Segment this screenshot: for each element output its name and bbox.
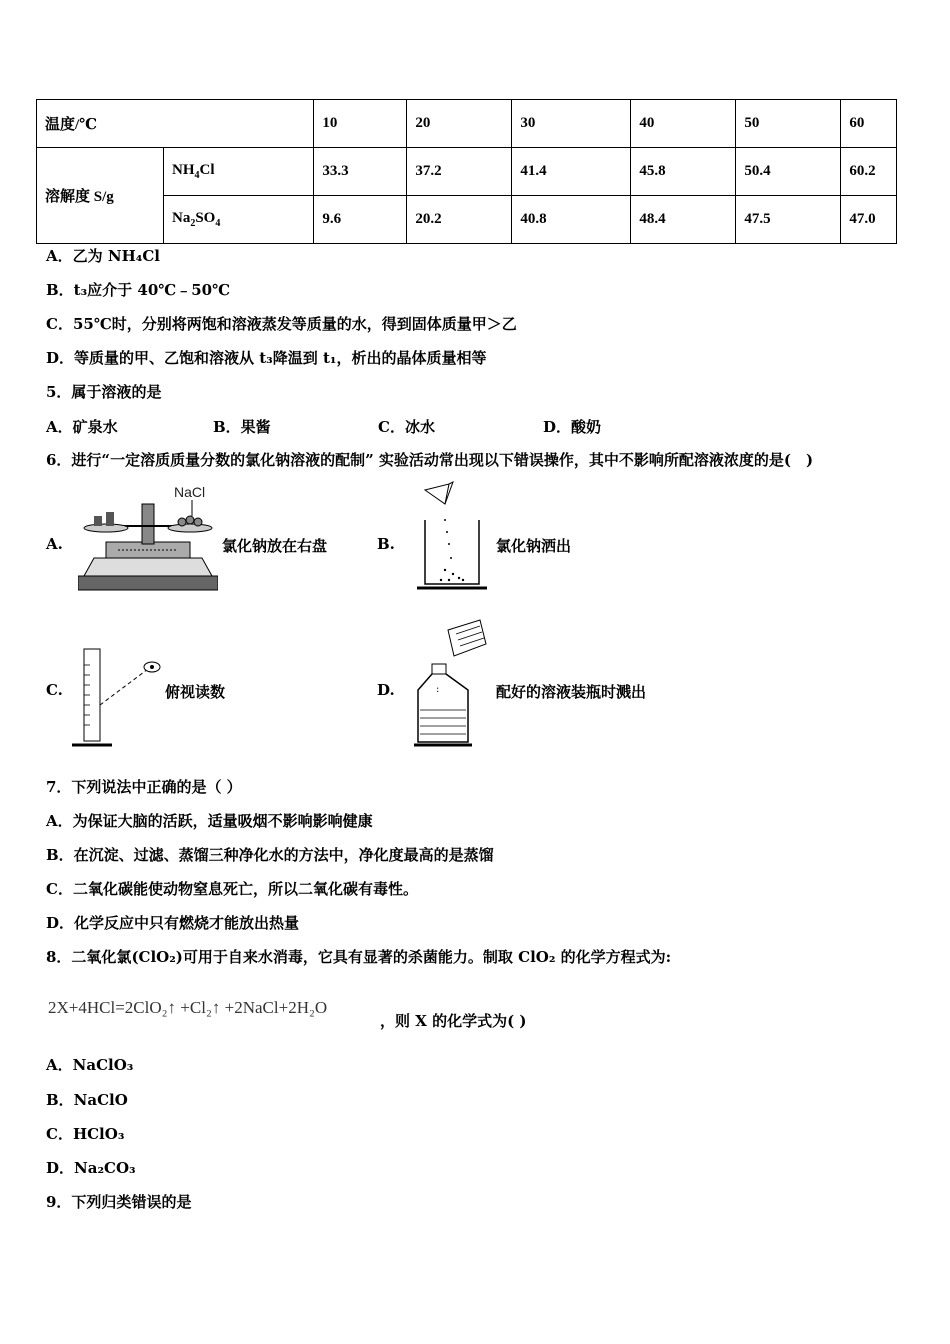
q6-option-d-text: 配好的溶液装瓶时溅出 [496,683,647,701]
q8-equation-tail: ，则 X 的化学式为( ) [380,1012,527,1030]
q8-option-b: B．NaClO [46,1091,128,1109]
q5-option-b: B．果酱 [213,418,271,436]
q8-equation: 2X+4HCl=2ClO₂↑ +Cl₂↑ +2NaCl+2H₂O [48,998,328,1017]
q4-option-b: B．t₃应介于 40℃﹣50℃ [46,281,231,299]
q4-option-d: D．等质量的甲、乙饱和溶液从 t₃降温到 t₁，析出的晶体质量相等 [46,349,487,367]
table-cell: 47.0 [841,196,897,244]
q8-option-c: C．HClO₃ [46,1125,125,1143]
table-cell: 40.8 [512,196,631,244]
row-name-nh4cl: $NH_4Cl$ [164,148,314,196]
table-cell: 60 [841,100,897,148]
q5-stem: 5．属于溶液的是 [46,383,162,401]
table-row [37,148,897,196]
q7-option-b: B．在沉淀、过滤、蒸馏三种净化水的方法中，净化度最高的是蒸馏 [46,846,494,864]
svg-text::: : [436,684,440,695]
graduated-cylinder-figure [72,645,164,750]
q6-option-c-letter: C. [46,681,63,699]
q7-option-c: C．二氧化碳能使动物窒息死亡，所以二氧化碳有毒性。 [46,880,418,898]
q5-option-c: C．冰水 [378,418,435,436]
table-cell: 10 [314,100,407,148]
solubility-label: 溶解度 S/g [37,148,164,244]
bottle-spill-figure [410,618,495,748]
table-cell: 33.3 [314,148,407,196]
balance-scale-figure [78,480,218,592]
table-cell: 40 [631,100,736,148]
q5-option-a: A．矿泉水 [46,418,118,436]
q6-option-d-letter: D. [377,681,395,699]
table-cell: 45.8 [631,148,736,196]
q6-option-b-letter: B. [377,535,395,553]
table-cell: 20 [407,100,512,148]
q8-stem: 8．二氧化氯(ClO₂)可用于自来水消毒，它具有显著的杀菌能力。制取 ClO₂ 的化学方程式为: [46,948,672,966]
table-cell: 20.2 [407,196,512,244]
q6-option-a-letter: A. [46,535,63,553]
solubility-table [36,99,897,244]
q8-option-d: D．Na₂CO₃ [46,1159,136,1177]
table-cell: 50 [736,100,841,148]
table-cell: 9.6 [314,196,407,244]
beaker-spill-figure [415,480,490,592]
table-cell: 50.4 [736,148,841,196]
q5-option-d: D．酸奶 [543,418,602,436]
table-row [37,100,897,148]
q7-option-d: D．化学反应中只有燃烧才能放出热量 [46,914,300,932]
row-name-na2so4: $Na_2SO_4$ [164,196,314,244]
q7-option-a: A．为保证大脑的活跃，适量吸烟不影响影响健康 [46,812,373,830]
nacl-label: NaCl [174,484,206,500]
q4-option-c: C．55℃时，分别将两饱和溶液蒸发等质量的水，得到固体质量甲＞乙 [46,315,517,333]
table-cell: 41.4 [512,148,631,196]
q9-stem: 9．下列归类错误的是 [46,1193,192,1211]
q6-option-b-text: 氯化钠洒出 [496,537,572,555]
table-cell: 48.4 [631,196,736,244]
q6-option-a-text: 氯化钠放在右盘 [222,537,328,555]
q4-option-a: A．乙为 NH₄Cl [46,247,160,265]
q7-stem: 7．下列说法中正确的是（ ） [46,778,242,796]
table-cell: 47.5 [736,196,841,244]
table-cell: 37.2 [407,148,512,196]
table-row [37,196,897,244]
table-cell: 30 [512,100,631,148]
temp-label: 温度/℃ [37,100,314,148]
q6-stem: 6．进行“一定溶质质量分数的氯化钠溶液的配制” 实验活动常出现以下错误操作，其中不影响所配溶液浓度的是( ) [46,451,814,469]
table-cell: 60.2 [841,148,897,196]
q8-option-a: A．NaClO₃ [46,1056,134,1074]
q6-option-c-text: 俯视读数 [165,683,226,701]
